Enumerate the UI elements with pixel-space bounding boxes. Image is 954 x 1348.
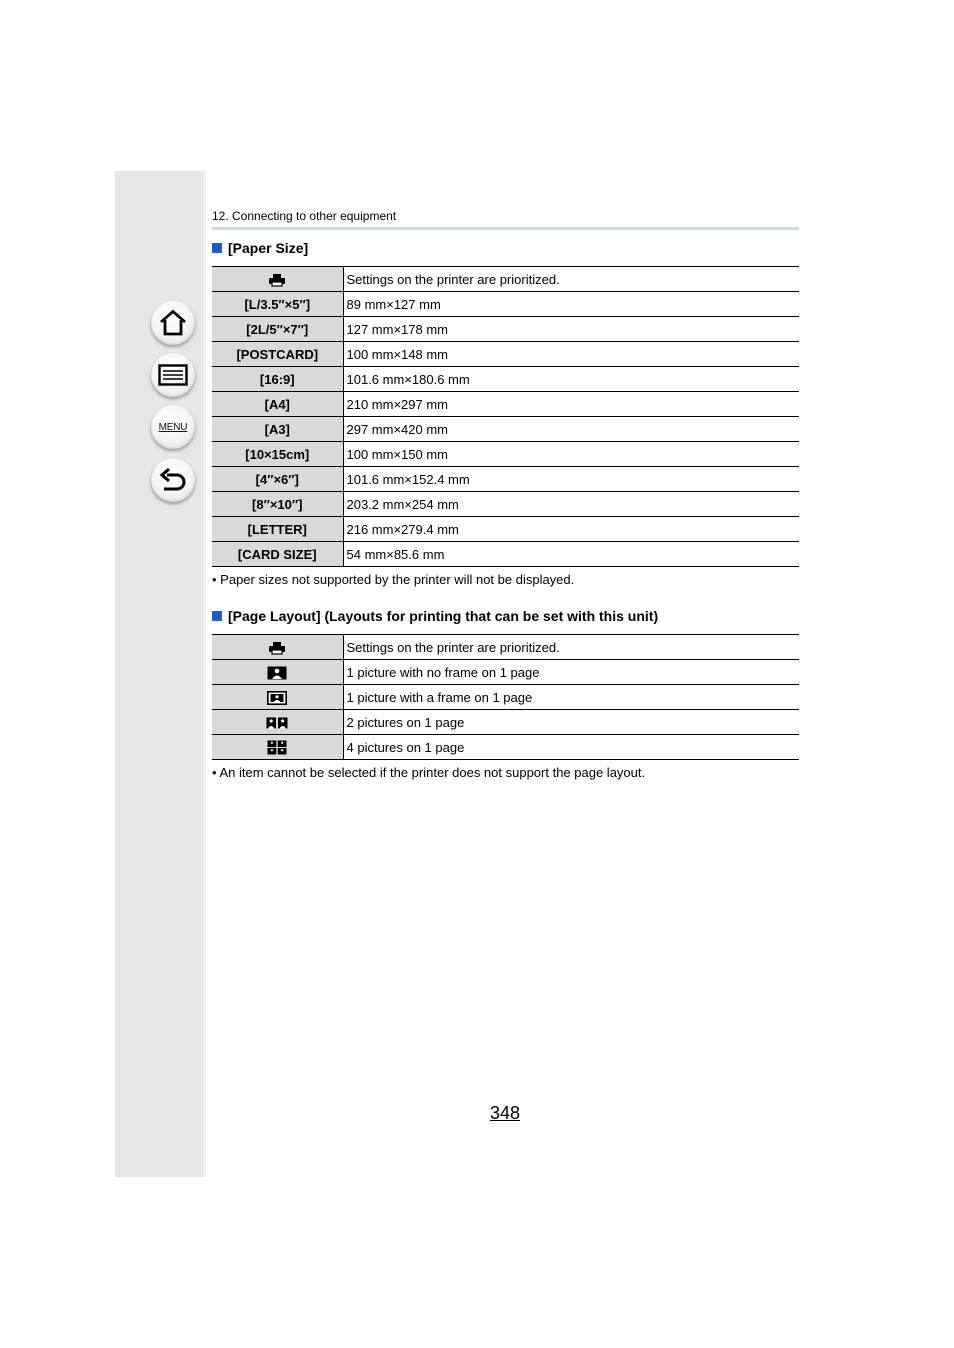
paper-size-title: [Paper Size] xyxy=(228,240,309,256)
layout-icon-cell xyxy=(212,685,343,710)
table-cell-value: 216 mm×279.4 mm xyxy=(343,517,799,542)
table-cell-value: 100 mm×150 mm xyxy=(343,442,799,467)
table-row xyxy=(212,392,799,417)
page-layout-title: [Page Layout] (Layouts for printing that can be set with this unit) xyxy=(228,608,659,624)
square-bullet-icon xyxy=(212,243,222,253)
chapter-title: 12. Connecting to other equipment xyxy=(212,209,397,223)
table-row xyxy=(212,267,799,292)
table-row xyxy=(212,710,799,735)
table-row xyxy=(212,367,799,392)
table-cell-value: 210 mm×297 mm xyxy=(343,392,799,417)
layout-icon-cell xyxy=(212,660,343,685)
table-cell-value: 297 mm×420 mm xyxy=(343,417,799,442)
paper-size-table xyxy=(212,266,799,567)
table-cell-key: [4″×6″] xyxy=(212,467,343,492)
table-cell-value: 101.6 mm×180.6 mm xyxy=(343,367,799,392)
table-cell-key: [CARD SIZE] xyxy=(212,542,343,567)
layout-frame-icon xyxy=(267,691,287,705)
page-layout-table xyxy=(212,634,799,760)
table-cell-value: 127 mm×178 mm xyxy=(343,317,799,342)
layout-2up-icon xyxy=(266,716,288,730)
page-number[interactable]: 348 xyxy=(490,1103,521,1123)
table-cell-key: [2L/5″×7″] xyxy=(212,317,343,342)
printer-icon xyxy=(268,273,286,287)
contents-button[interactable] xyxy=(151,353,195,397)
table-row xyxy=(212,342,799,367)
table-row xyxy=(212,292,799,317)
table-row xyxy=(212,635,799,660)
table-row xyxy=(212,442,799,467)
table-cell-key: [L/3.5″×5″] xyxy=(212,292,343,317)
table-cell-value: Settings on the printer are prioritized. xyxy=(343,635,799,660)
paper-size-heading xyxy=(212,240,308,256)
square-bullet-icon xyxy=(212,611,222,621)
table-cell-key: [A4] xyxy=(212,392,343,417)
table-cell-value: Settings on the printer are prioritized. xyxy=(343,267,799,292)
table-cell-value: 4 pictures on 1 page xyxy=(343,735,799,760)
table-cell-value: 54 mm×85.6 mm xyxy=(343,542,799,567)
printer-setting-cell xyxy=(212,635,343,660)
sidebar-edge xyxy=(203,171,206,1177)
table-row xyxy=(212,492,799,517)
contents-list-icon xyxy=(158,364,188,386)
layout-no-frame-icon xyxy=(267,666,287,680)
page-layout-note: • An item cannot be selected if the printer does not support the page layout. xyxy=(212,765,646,780)
layout-icon-cell xyxy=(212,710,343,735)
table-cell-key: [LETTER] xyxy=(212,517,343,542)
table-row xyxy=(212,685,799,710)
table-cell-value: 100 mm×148 mm xyxy=(343,342,799,367)
table-row xyxy=(212,542,799,567)
table-cell-value: 89 mm×127 mm xyxy=(343,292,799,317)
table-row xyxy=(212,467,799,492)
paper-size-note: • Paper sizes not supported by the printer will not be displayed. xyxy=(212,572,575,587)
table-cell-value: 1 picture with no frame on 1 page xyxy=(343,660,799,685)
table-cell-value: 1 picture with a frame on 1 page xyxy=(343,685,799,710)
header-rule xyxy=(212,227,799,230)
layout-4up-icon xyxy=(267,740,287,755)
table-row xyxy=(212,517,799,542)
table-row xyxy=(212,417,799,442)
table-row xyxy=(212,660,799,685)
table-row xyxy=(212,317,799,342)
back-button[interactable] xyxy=(151,458,195,502)
printer-setting-cell xyxy=(212,267,343,292)
page-layout-heading xyxy=(212,608,658,624)
menu-button[interactable] xyxy=(151,405,195,449)
table-row xyxy=(212,735,799,760)
back-icon xyxy=(158,466,188,494)
table-cell-key: [8″×10″] xyxy=(212,492,343,517)
layout-icon-cell xyxy=(212,735,343,760)
table-cell-key: [A3] xyxy=(212,417,343,442)
printer-icon xyxy=(268,641,286,655)
table-cell-key: [16:9] xyxy=(212,367,343,392)
table-cell-value: 2 pictures on 1 page xyxy=(343,710,799,735)
home-button[interactable] xyxy=(151,301,195,345)
table-cell-value: 101.6 mm×152.4 mm xyxy=(343,467,799,492)
table-cell-key: [10×15cm] xyxy=(212,442,343,467)
table-cell-value: 203.2 mm×254 mm xyxy=(343,492,799,517)
table-cell-key: [POSTCARD] xyxy=(212,342,343,367)
home-icon xyxy=(158,309,188,337)
menu-icon: MENU xyxy=(158,421,188,433)
